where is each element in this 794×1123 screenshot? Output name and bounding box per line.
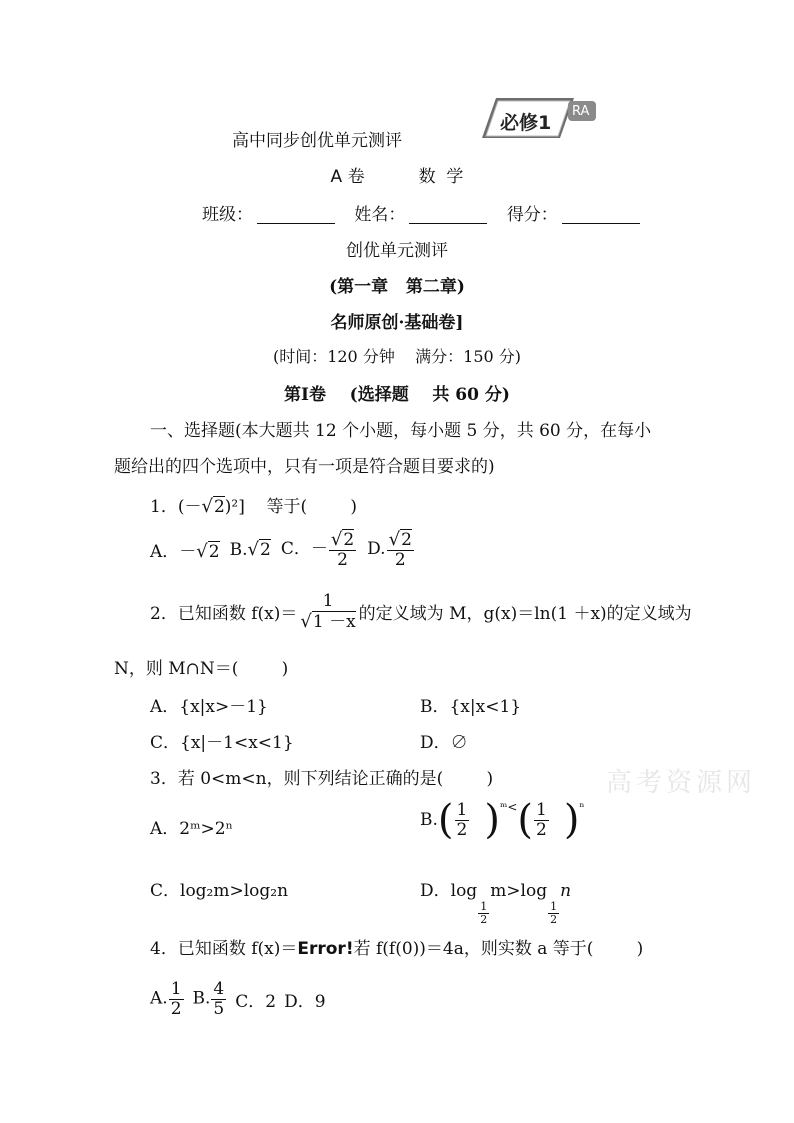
- q4-b-label: B.: [192, 988, 211, 1009]
- q3-d-end: n: [560, 881, 572, 901]
- q4-stem-end: 若 f(f(0))＝4a，则实数 a 等于( ): [353, 939, 644, 959]
- name-label: 姓名：: [354, 205, 406, 225]
- q3-b-num2: 1: [535, 799, 547, 820]
- q1-option-c[interactable]: C．－ $\frac{√2}{2}$: [280, 529, 355, 570]
- q1-d-num: 2: [401, 530, 412, 550]
- question-1-options: [150, 530, 415, 569]
- question-1-stem: 1．(－√2)²] 等于( ): [150, 496, 357, 517]
- badge-tag: RA: [572, 104, 590, 119]
- q4-a-num: 1: [170, 979, 182, 999]
- q2-stem-start: 2．已知函数 f(x)＝: [150, 604, 298, 625]
- q3-option-a[interactable]: A．2ᵐ>2ⁿ: [150, 819, 233, 839]
- q2-frac-den: 1 －x: [312, 611, 356, 632]
- q4-option-a[interactable]: [150, 980, 185, 1018]
- q3-d-subden1: 2: [480, 913, 488, 927]
- q3-d-mid: m>log: [490, 881, 548, 901]
- q3-b-mid: ᵐ<: [499, 800, 518, 814]
- question-3-stem: 3．若 0<m<n，则下列结论正确的是( ): [150, 769, 494, 789]
- q1-d-den: 2: [394, 549, 406, 570]
- q1-option-a[interactable]: A．－√2: [150, 541, 220, 563]
- q3-b-num1: 1: [456, 799, 468, 820]
- question-2-line2: N，则 M∩N＝( ): [114, 659, 289, 679]
- q1-a-radicand: 2: [208, 542, 220, 563]
- series-title: 高中同步创优单元测评: [232, 131, 402, 151]
- q4-option-d[interactable]: D．9: [284, 991, 326, 1012]
- student-info-row: [202, 200, 640, 225]
- part-title: 第Ⅰ卷 (选择题 共 60 分): [284, 385, 510, 405]
- q2-stem-end: 的定义域为 M，g(x)＝ln(1 ＋x)的定义域为: [358, 604, 692, 625]
- q1-d-label: D.: [367, 539, 386, 560]
- q4-stem-start: 4．已知函数 f(x)＝: [150, 939, 298, 959]
- score-label: 得分：: [506, 205, 558, 225]
- q4-a-label: A.: [150, 988, 168, 1009]
- q1-option-d[interactable]: D. $\frac{√2}{2}$: [367, 529, 412, 570]
- q3-option-d[interactable]: [420, 876, 571, 926]
- q1-stem-start: 1．(－: [150, 497, 202, 517]
- q2-option-c[interactable]: C．{x|－1<x<1}: [150, 733, 294, 753]
- q1-c-label: C．－: [280, 539, 328, 560]
- q3-d-sub2: 1: [550, 900, 558, 913]
- textbook-badge: [476, 96, 600, 144]
- q2-option-b[interactable]: B．{x|x<1}: [420, 697, 522, 717]
- watermark: 高考资源网: [606, 768, 757, 798]
- volume-subject: A 卷 数 学: [330, 167, 464, 187]
- q1-option-b[interactable]: B.√2: [229, 539, 271, 561]
- q3-b-den1: 2: [456, 819, 468, 840]
- q1-a-label: A．－: [150, 542, 197, 563]
- name-field[interactable]: [409, 205, 487, 224]
- paper-type: 名师原创·基础卷]: [330, 313, 464, 333]
- q1-stem-end: )²] 等于( ): [224, 497, 357, 517]
- main-title: 创优单元测评: [346, 241, 448, 261]
- section-intro-line2: 题给出的四个选项中，只有一项是符合题目要求的): [114, 457, 495, 477]
- q4-error-text: Error!: [297, 939, 354, 959]
- q1-radicand: 2: [213, 497, 225, 517]
- q3-d-subden2: 2: [550, 913, 558, 927]
- q4-b-num: 4: [213, 979, 225, 999]
- q3-d-log1: D．log: [420, 881, 478, 901]
- q2-option-a[interactable]: A．{x|x>－1}: [150, 697, 268, 717]
- question-4-stem: [150, 934, 643, 959]
- time-score: (时间：120 分钟 满分：150 分): [272, 347, 522, 366]
- q3-b-label: B.: [420, 810, 438, 830]
- q1-c-num: 2: [343, 530, 355, 550]
- q4-a-den: 2: [170, 998, 182, 1019]
- q1-b-label: B.: [229, 540, 248, 561]
- section-intro-line1: 一、选择题(本大题共 12 个小题，每小题 5 分，共 60 分，在每小: [150, 421, 652, 441]
- q3-b-end: ⁿ: [579, 800, 585, 814]
- chapters-title: (第一章 第二章): [329, 277, 465, 297]
- question-2-stem: 2．已知函数 f(x)＝ $\frac{1}{√1 -x}$ 的定义域为 M，g(x)＝ln(1 ＋x)的定义域为: [150, 591, 692, 632]
- score-field[interactable]: [562, 205, 640, 224]
- q4-b-den: 5: [213, 998, 225, 1019]
- q3-d-sub1: 1: [480, 900, 488, 913]
- class-field[interactable]: [257, 205, 335, 224]
- q3-b-den2: 2: [535, 819, 547, 840]
- q4-option-c[interactable]: C．2: [235, 991, 277, 1012]
- q2-option-d[interactable]: D．∅: [420, 733, 468, 753]
- q1-b-radicand: 2: [259, 540, 271, 561]
- q3-option-c[interactable]: C．log₂m>log₂n: [150, 881, 289, 901]
- q1-c-den: 2: [337, 549, 348, 570]
- q3-option-b[interactable]: B. ( $\frac{1}{2}$ ) ᵐ< ( $\frac{1}{2}$ ) ⁿ: [420, 797, 585, 843]
- question-4-options: [150, 980, 326, 1018]
- q4-option-b[interactable]: [193, 980, 228, 1018]
- class-label: 班级：: [202, 205, 253, 225]
- badge-text: 必修1: [500, 112, 552, 134]
- q2-frac-num: 1: [322, 591, 334, 611]
